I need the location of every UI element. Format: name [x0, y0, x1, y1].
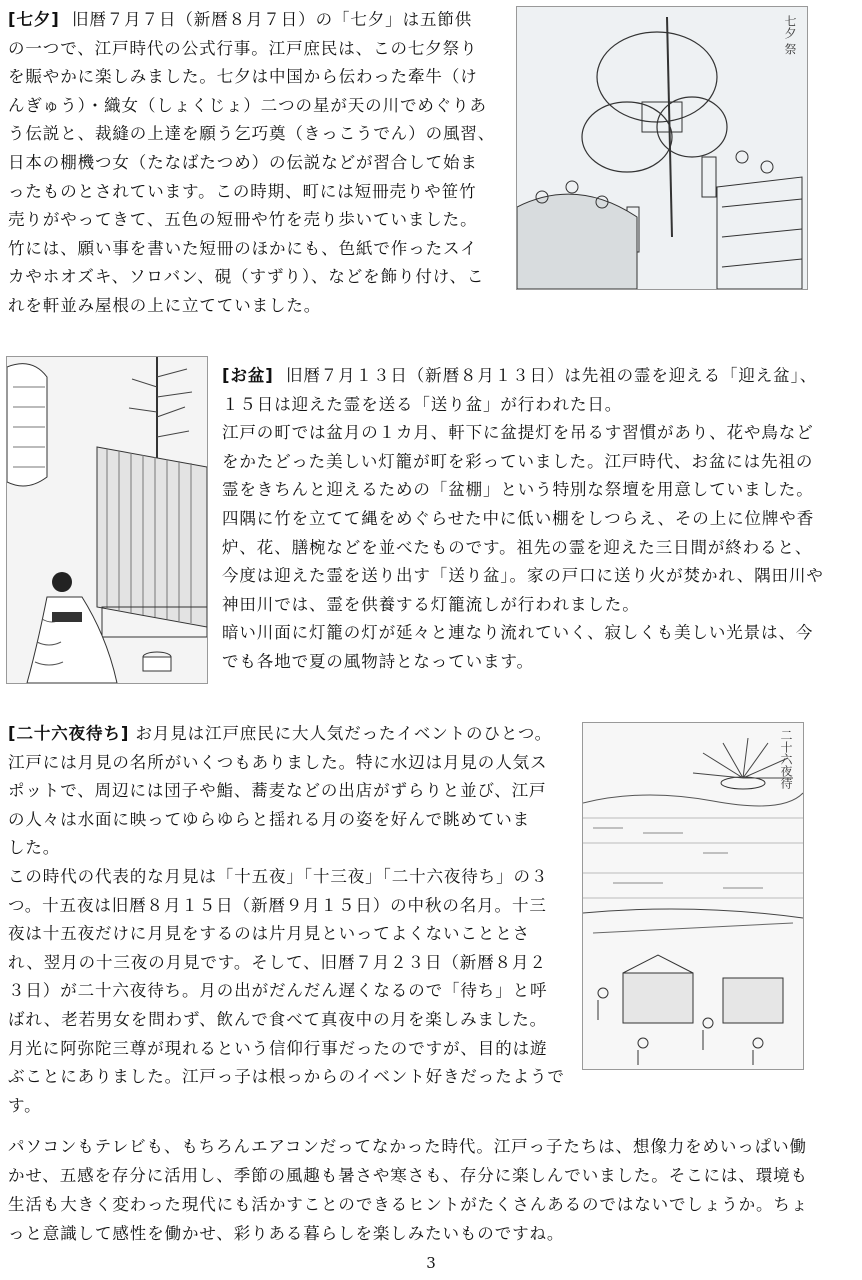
tanabata-line: 旧暦７月７日（新暦８月７日）の「七夕」は五節供 — [71, 10, 473, 29]
obon-line: をかたどった美しい灯籠が町を彩っていました。江戸時代、お盆には先祖の — [222, 451, 814, 471]
tanabata-drawing — [517, 7, 807, 289]
nijuroku-section — [8, 720, 582, 1120]
nijuroku-line: お月見は江戸庶民に大人気だったイベントのひとつ。 — [135, 724, 553, 743]
nijuroku-line: れ、翌月の十三夜の月見です。そして、旧暦７月２３日（新暦８月２ — [8, 952, 547, 972]
obon-line: 四隅に竹を立てて縄をめぐらせた中に低い棚をしつらえ、その上に位牌や香 — [222, 508, 815, 528]
obon-drawing — [7, 357, 207, 683]
obon-illustration — [6, 356, 208, 684]
tanabata-line: ったものとされています。この時期、町には短冊売りや笹竹 — [8, 181, 477, 201]
tanabata-heading: [七夕] — [8, 10, 60, 29]
nijuroku-line: 江戸には月見の名所がいくつもありました。特に水辺は月見の人気ス — [8, 752, 548, 772]
obon-line: 暗い川面に灯籠の灯が延々と連なり流れていく、寂しくも美しい光景は、今 — [222, 623, 814, 643]
tanabata-line: れを軒並み屋根の上に立てていました。 — [8, 295, 322, 315]
obon-line: 霊をきちんと迎えるための「盆棚」という特別な祭壇を用意していました。 — [222, 480, 814, 500]
tanabata-line: カやホオズキ、ソロバン、硯（すずり）、などを飾り付け、こ — [8, 267, 485, 287]
obon-line: 神田川では、霊を供養する灯籠流しが行われました。 — [222, 594, 640, 614]
obon-line: １５日は迎えた霊を送る「送り盆」が行われた日。 — [222, 394, 623, 414]
closing-line: かせ、五感を存分に活用し、季節の風趣も暑さや寒さも、存分に楽しんでいました。そこには、環境も — [8, 1166, 808, 1185]
tanabata-line: んぎゅう）・織女（しょくじょ）二つの星が天の川でめぐりあ — [8, 95, 487, 115]
nijuroku-line: ぶことにありました。江戸っ子は根っからのイベント好きだったようです。 — [8, 1067, 565, 1115]
tanabata-line: の一つで、江戸時代の公式行事。江戸庶民は、この七夕祭り — [8, 38, 478, 58]
nijuroku-line: した。 — [8, 838, 61, 858]
page-number: 3 — [426, 1254, 436, 1272]
nijuroku-heading: [二十六夜待ち] — [8, 724, 130, 743]
nijuroku-caption: 二十六夜待 — [779, 729, 793, 789]
closing-line: パソコンもテレビも、もちろんエアコンだってなかった時代。江戸っ子たちは、想像力をめいっぱい働 — [8, 1137, 807, 1156]
closing-section — [8, 1132, 854, 1248]
nijuroku-line: の人々は水面に映ってゆらゆらと揺れる月の姿を好んで眺めていま — [8, 809, 530, 829]
obon-heading: [お盆] — [222, 366, 274, 385]
nijuroku-line: 夜は十五夜だけに月見をするのは片月見といってよくないこととさ — [8, 924, 530, 944]
obon-line: でも各地で夏の風物詩となっています。 — [222, 651, 534, 671]
nijuroku-line: ３日）が二十六夜待ち。月の出がだんだん遅くなるので「待ち」と呼 — [8, 981, 548, 1001]
obon-line: 炉、花、膳椀などを並べたものです。祖先の霊を迎えた三日間が終わると、 — [222, 537, 813, 557]
closing-line: っと意識して感性を働かせ、彩りある暮らしを楽しみたいものですね。 — [8, 1224, 565, 1243]
nijuroku-line: 月光に阿弥陀三尊が現れるという信仰行事だったのですが、目的は遊 — [8, 1038, 548, 1058]
tanabata-line: 日本の棚機つ女（たなばたつめ）の伝説などが習合して始ま — [8, 152, 478, 172]
tanabata-line: 売りがやってきて、五色の短冊や竹を売り歩いていました。 — [8, 210, 478, 230]
tanabata-line: う伝説と、裁縫の上達を願う乞巧奠（きっこうでん）の風習、 — [8, 124, 496, 144]
nijuroku-line: この時代の代表的な月見は「十五夜」「十三夜」「二十六夜待ち」の３ — [8, 866, 549, 886]
closing-line: 生活も大きく変わった現代にも活かすことのできるヒントがたくさんあるのではないでしょうか。ちょ — [8, 1195, 809, 1214]
obon-section — [222, 362, 854, 677]
tanabata-section — [8, 6, 510, 321]
obon-line: 旧暦７月１３日（新暦８月１３日）は先祖の霊を迎える「迎え盆」、 — [285, 366, 818, 385]
nijuroku-illustration — [582, 722, 804, 1070]
obon-line: 江戸の町では盆月の１カ月、軒下に盆提灯を吊るす習慣があり、花や鳥など — [222, 423, 814, 443]
tanabata-illustration — [516, 6, 808, 290]
nijuroku-line: ばれ、老若男女を問わず、飲んで食べて真夜中の月を楽しみました。 — [8, 1009, 548, 1029]
nijuroku-line: つ。十五夜は旧暦８月１５日（新暦９月１５日）の中秋の名月。十三 — [8, 895, 547, 915]
tanabata-line: 竹には、願い事を書いた短冊のほかにも、色紙で作ったスイ — [8, 238, 478, 258]
nijuroku-line: ポットで、周辺には団子や鮨、蕎麦などの出店がずらりと並び、江戸 — [8, 781, 547, 801]
tanabata-line: を賑やかに楽しみました。七夕は中国から伝わった牽牛（け — [8, 67, 478, 87]
tanabata-caption: 七夕 祭 — [783, 15, 797, 55]
nijuroku-drawing — [583, 723, 803, 1069]
obon-line: 今度は迎えた霊を送り出す「送り盆」。家の戸口に送り火が焚かれ、隅田川や — [222, 566, 824, 586]
